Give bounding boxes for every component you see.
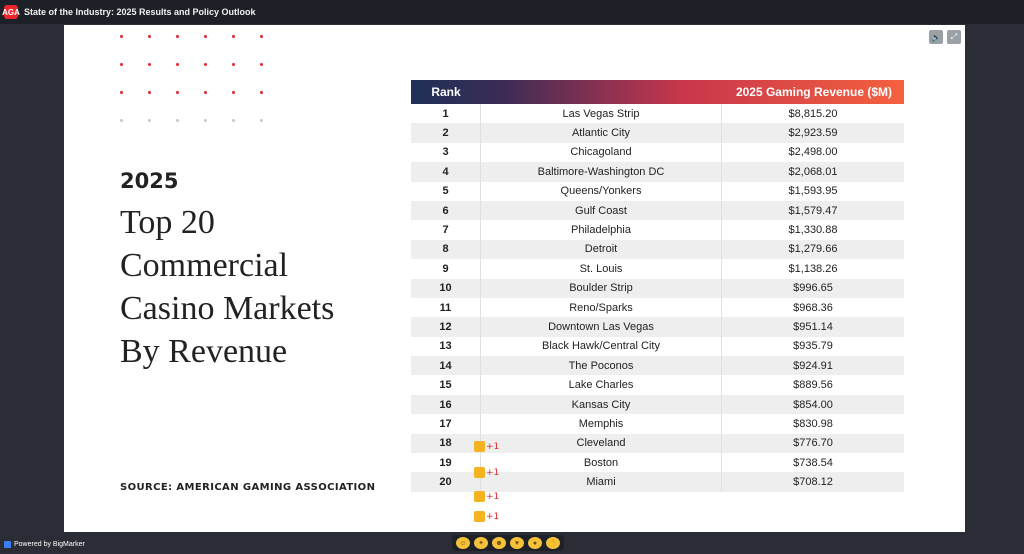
revenue-cell: $1,138.26	[788, 262, 838, 275]
source-note: SOURCE: AMERICAN GAMING ASSOCIATION	[120, 482, 376, 493]
table-row	[411, 375, 904, 394]
clap-emoji-button[interactable]: ✋	[546, 537, 560, 549]
market-cell: Gulf Coast	[481, 201, 722, 220]
decorative-dot-grid	[120, 35, 280, 135]
revenue-cell: $708.12	[793, 476, 833, 489]
party-popper-icon	[474, 491, 485, 502]
decorative-dot	[148, 91, 151, 94]
decorative-dot	[120, 119, 123, 122]
heart-emoji-button[interactable]: ♥	[510, 537, 524, 549]
decorative-dot	[232, 119, 235, 122]
table-row	[411, 182, 904, 201]
decorative-dot	[176, 35, 179, 38]
table-row	[411, 259, 904, 278]
table-row	[411, 143, 904, 162]
reaction-count: +1	[486, 492, 500, 502]
wow-emoji-button[interactable]: ●	[528, 537, 542, 549]
rank-cell: 15	[411, 375, 481, 394]
market-cell: Boston	[481, 453, 722, 472]
rank-cell: 19	[411, 453, 481, 472]
presentation-slide	[64, 25, 965, 532]
decorative-dot	[204, 63, 207, 66]
slide-year: 2025	[120, 169, 179, 193]
revenue-column-header: 2025 Gaming Revenue ($M)	[735, 85, 892, 99]
decorative-dot	[260, 63, 263, 66]
decorative-dot	[232, 63, 235, 66]
party-popper-icon	[474, 511, 485, 522]
laugh-emoji-button[interactable]: ☻	[492, 537, 506, 549]
powered-by-text: Powered by BigMarker	[14, 541, 85, 548]
market-cell: Miami	[481, 472, 722, 491]
decorative-dot	[120, 35, 123, 38]
decorative-dot	[176, 91, 179, 94]
market-cell: St. Louis	[481, 259, 722, 278]
market-cell: Chicagoland	[481, 143, 722, 162]
decorative-dot	[260, 35, 263, 38]
headline-line: By Revenue	[120, 333, 288, 370]
rank-cell: 9	[411, 259, 481, 278]
table-row	[411, 337, 904, 356]
reaction-count: +1	[486, 512, 500, 522]
market-cell: The Poconos	[481, 356, 722, 375]
revenue-cell: $8,815.20	[788, 107, 838, 120]
reaction-bubble	[474, 467, 499, 478]
bottom-bar	[0, 532, 1024, 554]
decorative-dot	[204, 91, 207, 94]
rank-cell: 5	[411, 182, 481, 201]
decorative-dot	[120, 63, 123, 66]
market-cell: Detroit	[481, 240, 722, 259]
reaction-bubble	[474, 441, 499, 452]
decorative-dot	[148, 63, 151, 66]
slide-controls	[929, 30, 961, 44]
volume-icon[interactable]: 🔈	[929, 30, 943, 44]
decorative-dot	[120, 91, 123, 94]
rank-cell: 3	[411, 143, 481, 162]
rank-cell: 10	[411, 279, 481, 298]
revenue-cell: $968.36	[793, 301, 833, 314]
revenue-cell: $854.00	[793, 398, 833, 411]
table-row	[411, 317, 904, 336]
emoji-reaction-bar	[452, 535, 564, 551]
revenue-cell: $830.98	[793, 417, 833, 430]
rank-cell: 12	[411, 317, 481, 336]
rank-cell: 8	[411, 240, 481, 259]
decorative-dot	[204, 35, 207, 38]
reaction-bubble	[474, 511, 499, 522]
headline-line: Top 20	[120, 204, 215, 241]
table-header	[411, 80, 904, 104]
revenue-cell: $2,498.00	[788, 146, 838, 159]
market-cell: Las Vegas Strip	[481, 104, 722, 123]
party-emoji-button[interactable]: ✦	[474, 537, 488, 549]
decorative-dot	[204, 119, 207, 122]
revenue-cell: $1,579.47	[788, 204, 838, 217]
headline-line: Casino Markets	[120, 290, 335, 327]
revenue-table	[411, 80, 904, 492]
table-row	[411, 279, 904, 298]
reaction-count: +1	[486, 468, 500, 478]
revenue-cell: $951.14	[793, 320, 833, 333]
rank-cell: 4	[411, 162, 481, 181]
revenue-cell: $2,923.59	[788, 127, 838, 140]
revenue-cell: $996.65	[793, 282, 833, 295]
decorative-dot	[176, 63, 179, 66]
market-cell: Queens/Yonkers	[481, 182, 722, 201]
rank-cell: 13	[411, 337, 481, 356]
market-cell: Black Hawk/Central City	[481, 337, 722, 356]
table-row	[411, 298, 904, 317]
revenue-cell: $1,279.66	[788, 243, 838, 256]
table-row	[411, 220, 904, 239]
table-row	[411, 104, 904, 123]
party-popper-icon	[474, 467, 485, 478]
powered-by-badge[interactable]	[4, 541, 85, 548]
market-cell: Philadelphia	[481, 220, 722, 239]
table-row	[411, 414, 904, 433]
market-cell: Baltimore-Washington DC	[481, 162, 722, 181]
market-cell: Cleveland	[481, 434, 722, 453]
rank-cell: 18	[411, 434, 481, 453]
revenue-cell: $738.54	[793, 456, 833, 469]
rank-cell: 16	[411, 395, 481, 414]
market-cell: Downtown Las Vegas	[481, 317, 722, 336]
revenue-cell: $889.56	[793, 379, 833, 392]
market-cell: Atlantic City	[481, 123, 722, 142]
rank-cell: 11	[411, 298, 481, 317]
decorative-dot	[260, 91, 263, 94]
rank-cell: 2	[411, 123, 481, 142]
market-cell: Lake Charles	[481, 375, 722, 394]
bigmarker-logo-icon	[4, 541, 11, 548]
market-cell: Boulder Strip	[481, 279, 722, 298]
revenue-cell: $935.79	[793, 340, 833, 353]
reaction-stream	[474, 441, 514, 531]
rank-cell: 6	[411, 201, 481, 220]
revenue-cell: $1,330.88	[788, 224, 838, 237]
revenue-cell: $2,068.01	[788, 165, 838, 178]
revenue-cell: $924.91	[793, 359, 833, 372]
slide-headline	[120, 201, 380, 373]
rank-column-header: Rank	[431, 85, 461, 99]
table-row	[411, 162, 904, 181]
aga-logo-icon: AGA	[4, 5, 18, 19]
decorative-dot	[176, 119, 179, 122]
decorative-dot	[148, 119, 151, 122]
table-row	[411, 395, 904, 414]
rank-cell: 14	[411, 356, 481, 375]
decorative-dot	[148, 35, 151, 38]
party-popper-icon	[474, 441, 485, 452]
smile-emoji-button[interactable]: ☺	[456, 537, 470, 549]
table-row	[411, 201, 904, 220]
decorative-dot	[232, 35, 235, 38]
reaction-bubble	[474, 491, 499, 502]
table-row	[411, 123, 904, 142]
table-row	[411, 356, 904, 375]
revenue-cell: $776.70	[793, 437, 833, 450]
reaction-count: +1	[486, 442, 500, 452]
rank-cell: 20	[411, 472, 481, 491]
decorative-dot	[232, 91, 235, 94]
fullscreen-icon[interactable]: ⤢	[947, 30, 961, 44]
window-title: State of the Industry: 2025 Results and Policy Outlook	[24, 7, 256, 17]
rank-cell: 17	[411, 414, 481, 433]
headline-line: Commercial	[120, 247, 289, 284]
rank-cell: 7	[411, 220, 481, 239]
table-body	[411, 104, 904, 492]
market-cell: Reno/Sparks	[481, 298, 722, 317]
decorative-dot	[260, 119, 263, 122]
market-cell: Kansas City	[481, 395, 722, 414]
rank-cell: 1	[411, 104, 481, 123]
table-row	[411, 240, 904, 259]
market-cell: Memphis	[481, 414, 722, 433]
window-title-bar	[0, 0, 1024, 24]
revenue-cell: $1,593.95	[788, 185, 838, 198]
